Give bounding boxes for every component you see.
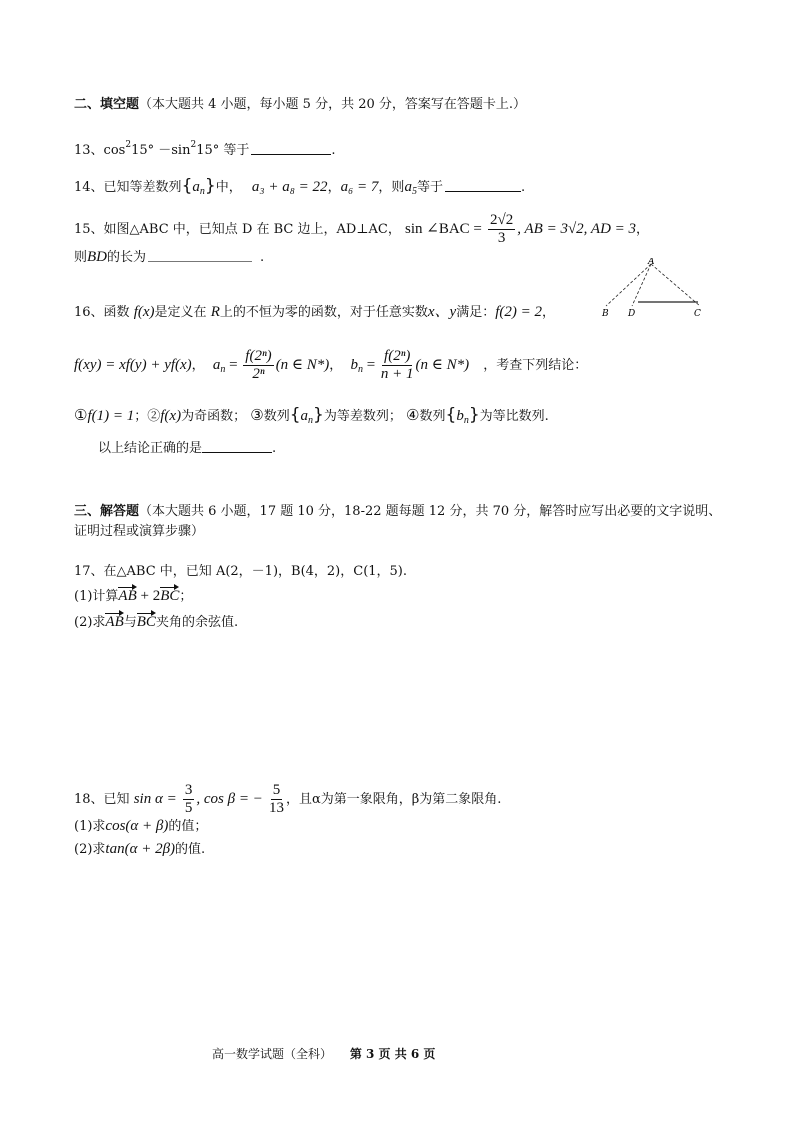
q15-number: 15、 — [74, 222, 104, 237]
q16-bn-frac-num: f(2ⁿ) — [384, 348, 411, 364]
q18-f1-num: 3 — [184, 782, 193, 798]
conclusion-4-mark: ④ — [406, 406, 420, 424]
q16-bn-letter: b — [350, 357, 358, 373]
q14-number: 14、 — [74, 180, 104, 195]
q17-p1-plus: + 2 — [136, 588, 161, 604]
section-2-title: 二、填空题 — [74, 97, 140, 112]
q18-text-b: ，且α为第一象限角，β为第二象限角. — [285, 792, 502, 807]
q16-text-b: 是定义在 — [154, 305, 207, 320]
question-15 — [74, 212, 649, 247]
q15-frac-num: 2√2 — [490, 212, 514, 228]
q16-text-e: ，考查下列结论： — [483, 358, 588, 373]
conclusion-3-text-b: 为等差数列； — [323, 409, 402, 424]
conclusion-1: f(1) = 1 — [87, 408, 135, 424]
q17-p2-end: 夹角的余弦值. — [155, 615, 239, 630]
q17-text: 在△ABC 中，已知 A(2，－1)，B(4，2)，C(1，5). — [103, 564, 408, 579]
q15-line2-text: 则 — [74, 250, 88, 265]
q16-text-a: 函数 — [103, 305, 130, 320]
q16-comma: ， — [542, 305, 556, 320]
q15-end: . — [260, 250, 265, 265]
q16-bn — [350, 357, 363, 373]
label-c: C — [694, 309, 701, 319]
q16-f2: f(2) = 2 — [495, 304, 542, 320]
vector-ab-2: AB — [105, 614, 124, 630]
q18-p2-label: (2)求 — [74, 842, 106, 857]
q16-bn-domain: (n ∈ N*) — [415, 357, 470, 373]
question-16-line-2: f(xy) = xf(y) + yf(x)， $a_n$ = $\frac{\text{f(2ⁿ)}}{\text{2ⁿ}}$ (n ∈ N*)， $b_n$ = $\frac{\text{f(2ⁿ)}}{n + 1}$ (n ∈ N*) ，考查下列结论： — [74, 348, 588, 382]
q18-p2-expression: tan(α + 2β) — [105, 841, 176, 857]
answer-blank[interactable] — [251, 142, 331, 155]
vector-ab: AB — [118, 588, 137, 604]
answer-blank[interactable] — [202, 440, 272, 453]
label-d: D — [628, 309, 636, 319]
label-b: B — [602, 309, 609, 319]
answer-blank[interactable] — [148, 249, 252, 262]
q18-p1-expression: cos(α + β) — [105, 818, 169, 834]
conclusion-3-text-a: 数列 — [263, 409, 290, 424]
q15-comma: ， — [636, 222, 650, 237]
q17-p2-label: (2)求 — [74, 615, 106, 630]
question-18 — [74, 782, 501, 817]
q16-fx: f(x) — [133, 304, 155, 320]
question-14: 14、已知等差数列$\{a_n\}$中， a₃ + a₈ = 22，a₆ = 7，则$a_5$等于 . — [74, 176, 526, 197]
q18-number: 18、 — [74, 792, 104, 807]
page-footer — [212, 1045, 435, 1062]
q15-sin-label: sin ∠BAC = — [405, 221, 482, 237]
q16-an-frac-num: f(2ⁿ) — [245, 348, 272, 364]
q15-text-a: 如图△ABC 中，已知点 D 在 BC 边上，AD⊥AC， — [103, 222, 401, 237]
q18-fraction-2 — [269, 782, 284, 817]
q13-number: 13、 — [74, 143, 104, 158]
vector-bc: BC — [160, 588, 180, 604]
q18-p1-end: 的值； — [168, 819, 208, 834]
conclusion-1-mark: ① — [74, 406, 88, 424]
q18-p1-label: (1)求 — [74, 819, 106, 834]
q16-text-d: 满足： — [456, 305, 496, 320]
q18-f1-den: 5 — [184, 800, 193, 816]
question-15-line-2 — [74, 248, 264, 267]
question-17 — [74, 563, 407, 581]
q16-an-letter: a — [212, 357, 221, 373]
section-3-title: 三、解答题 — [74, 504, 140, 519]
segment-ad — [632, 264, 651, 306]
q13-text: 等于 — [219, 143, 250, 158]
vector-bc-2: BC — [136, 614, 156, 630]
q16-functional-equation: f(xy) = xf(y) + yf(x) — [74, 357, 192, 373]
q15-frac-den: 3 — [497, 230, 506, 246]
question-18-part-1 — [74, 817, 207, 836]
q14-text-a: 已知等差数列 — [103, 180, 182, 195]
q16-number: 16、 — [74, 305, 104, 320]
q13-end: . — [331, 143, 336, 158]
section-3-heading — [74, 503, 721, 521]
q16-end: . — [272, 441, 277, 456]
question-13 — [74, 136, 336, 160]
q18-f2-den: 13 — [268, 800, 284, 816]
q16-bn-sub: n — [357, 364, 363, 375]
conclusion-3-mark: ③ — [250, 406, 264, 424]
q16-an-sub: n — [220, 364, 226, 375]
conclusion-2-fx: f(x) — [160, 408, 182, 424]
question-17-part-2 — [74, 613, 238, 632]
section-3-heading-line-2 — [74, 523, 204, 541]
q18-text-a: 已知 — [103, 792, 130, 807]
q15-line2-text-b: 的长为 — [107, 250, 147, 265]
q16-bn-frac-den: n + 1 — [380, 366, 414, 382]
question-17-part-1 — [74, 587, 192, 606]
q13-angle-1: 15° — [131, 143, 155, 158]
q13-cos: cos — [103, 143, 126, 158]
conclusion-4-sequence: $\{b_n\}$ — [445, 405, 480, 426]
q14-text-b: 中， — [215, 180, 242, 195]
q17-p1-end: ； — [179, 589, 193, 604]
question-18-part-2 — [74, 840, 205, 859]
section-3-note-a: （本大题共 6 小题，17 题 10 分，18-22 题每题 12 分，共 70 分，解答时应写出必要的文字说明、 — [139, 504, 722, 519]
q18-fraction-1 — [183, 782, 195, 817]
footer-course: 高一数学试题（全科） — [212, 1047, 333, 1061]
q13-sin: －sin — [154, 143, 191, 158]
q16-an-fraction — [243, 348, 273, 383]
segment-ac — [651, 264, 700, 306]
section-3-note-b: 证明过程或演算步骤） — [74, 524, 205, 539]
q16-text-c: 上的不恒为零的函数，对于任意实数 — [219, 305, 428, 320]
q14-text-d: 等于 — [416, 180, 443, 195]
q18-f2-num: 5 — [272, 782, 281, 798]
q16-an — [213, 357, 226, 373]
q17-p1-label: (1)计算 — [74, 589, 119, 604]
question-16-conclusions — [74, 406, 549, 430]
q17-p2-with: 与 — [123, 615, 137, 630]
answer-blank[interactable] — [445, 179, 521, 192]
q14-a5: $a_5$ — [404, 179, 417, 197]
q16-an-eq: = — [225, 357, 242, 373]
conclusion-2-mark: ；② — [134, 409, 161, 424]
conclusion-3-sequence: $\{a_n\}$ — [289, 405, 324, 426]
segment-ab — [606, 264, 651, 306]
q18-cos-beta: , cos β = − — [196, 791, 263, 807]
q14-sequence-an: $\{a_n\}$ — [181, 176, 216, 197]
conclusion-4-text-b: 为等比数列. — [479, 409, 549, 424]
q14-condition-2: a₆ = 7 — [340, 179, 379, 195]
q18-sin-alpha: sin α = — [133, 791, 177, 807]
section-2-note: （本大题共 4 小题，每小题 5 分，共 20 分，答案写在答题卡上.） — [139, 97, 527, 112]
q16-an-domain: (n ∈ N*) — [275, 357, 330, 373]
q13-angle-2: 15° — [196, 143, 220, 158]
q16-conclusion-label: 以上结论正确的是 — [98, 441, 203, 456]
q16-bn-fraction — [381, 348, 414, 383]
q13-exponent-2: 2 — [190, 140, 197, 150]
label-a: A — [648, 258, 655, 267]
conclusion-4-text-a: 数列 — [419, 409, 446, 424]
q14-end: . — [520, 180, 526, 195]
conclusion-2-text: 为奇函数； — [181, 409, 247, 424]
q16-r: R — [210, 304, 220, 320]
q16-bn-eq: = — [362, 357, 379, 373]
q17-number: 17、 — [74, 564, 104, 579]
footer-page-number: 第 3 页 共 6 页 — [349, 1047, 436, 1061]
q14-condition-1: a₃ + a₈ = 22 — [251, 179, 328, 195]
section-2-heading — [74, 96, 526, 114]
q15-bd: BD — [87, 249, 108, 265]
q13-exponent: 2 — [125, 140, 132, 150]
q15-fraction — [488, 212, 515, 247]
q14-text-c: ，则 — [378, 180, 405, 195]
triangle-figure — [598, 258, 708, 320]
question-16 — [74, 303, 555, 322]
q16-xy: x、y — [427, 304, 457, 320]
q16-an-frac-den: 2ⁿ — [252, 366, 265, 382]
q18-p2-end: 的值. — [175, 842, 206, 857]
question-16-answer — [98, 440, 276, 458]
q15-conditions: , AB = 3√2, AD = 3 — [517, 221, 637, 237]
